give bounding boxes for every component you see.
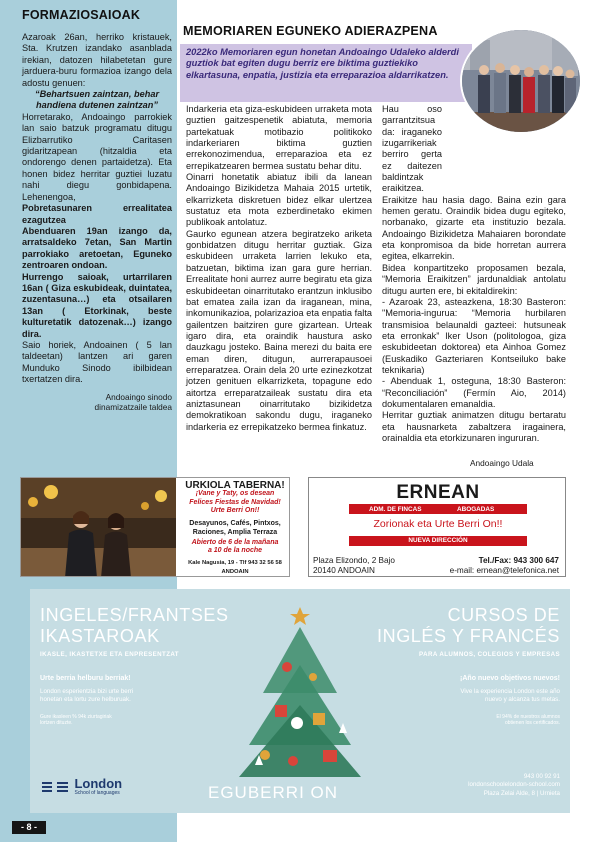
london-brand: London [74, 776, 123, 791]
london-subheading-left: IKASLE, IKASTETXE ETA ENPRESENTZAT [40, 651, 179, 658]
signature-line: Andoaingo sinodo [105, 391, 172, 402]
christmas-tree-illustration [235, 605, 365, 781]
london-tagline-right: ¡Año nuevo objetivos nuevos! [460, 675, 560, 682]
page-number: - 8 - [12, 821, 46, 834]
taberna-address: Kale Nagusia, 19 - Tlf 943 32 56 58 [188, 559, 282, 566]
sidebar-title: FORMAZIOSAIOAK [22, 8, 141, 22]
london-phone: 943 00 92 91 [523, 773, 560, 780]
taberna-town: ANDOAIN [221, 568, 249, 575]
ernean-greeting: Zorionak eta Urte Berri On!! [373, 518, 503, 530]
taberna-greeting: Felices Fiestas de Navidad! [189, 498, 281, 506]
article-paragraph: Hau oso garrantzitsua da: iraganeko izugarrikeriak berriro gerta ez daitezen baldintzak eraikitzea. [382, 104, 442, 194]
london-stat-line: obtienen los certificados. [504, 720, 560, 727]
formazio-article [22, 8, 172, 412]
ernean-title: ERNEAN [396, 482, 480, 503]
london-subheading-right: PARA ALUMNOS, COLEGIOS Y EMPRESAS [419, 651, 560, 658]
article-paragraph: Eraikitze hau hasia dago. Baina ezin gara hemen geratu. Oraindik bidea dugu egiteko, norbanako, gizarte eta instituzio bezala. Andoaingo Bizikidetza Mahaiaren borondate eta konpromisoa da bide horretan aurrera egitea, elkarrekin. [382, 194, 566, 262]
london-heading-line: CURSOS DE [447, 605, 560, 625]
article-paragraph: Gaurko egunean atzera begiratzeko ariketa gonbidatzen ditugu herritar guztiak. Giza eskubideen urraketa larrien lekuko eta, batzuetan, biktima izan gara gure herrian. Errealitate honi aurrez aurre begiratu eta giza eskubideetan oinarritutako erantzun inklusibo bat ematea zaila izan da iraganean, mina, inkomunikazioa, polarizazioa eta enpatia falta gailentzen baitziren gure gizartean. Urteak igaro dira, eta oraindik haustura asko dauzkagu josteko. Baina merezi du baita ere eman diren, ditugun, aurrerapausoei erreparatzea. Orain dela 20 urte ezinezkotzat jotzen genituen elkarrizketa, topagune edo aitortza erreparatzaileak sustatu dira eta aniztasunean oinarritutako bizikidetza demokratikoan sakondu dugu, iraganeko indarkeria ez errepikatzeko bermea finkatuz. [186, 228, 372, 432]
taberna-services: Raciones, Amplia Terraza [192, 528, 278, 536]
london-greeting: EGUBERRI ON [208, 783, 339, 802]
taberna-photo [21, 478, 176, 577]
london-stat-right [496, 714, 560, 727]
signature-line: dinamizatzaile taldea [94, 401, 172, 412]
sidebar-paragraph: Azaroak 26an, herriko kristauek, Sta. Krutzen izandako asanblada irekian, datozen hilabetetan gure jarduera-buru formazioa izango dela adostu genuen: [22, 32, 172, 88]
london-stat-line: lortzen dituzte. [40, 720, 73, 727]
ernean-contact [450, 556, 559, 576]
london-heading-line: IKASTAROAK [40, 626, 160, 646]
london-web: londonschoolelondon-school.com [468, 781, 560, 789]
ernean-address [313, 556, 395, 576]
london-text-line: Vive la experiencia London este año [460, 688, 560, 695]
sidebar-next-sessions: Hurrengo saioak, urtarrilaren 16an ( Giza eskubideak, duintatea, zuzentasuna…) eta otsailaren 13an ( Etorkinak, beste kulturetatik datozenak…) izango dira. [22, 271, 172, 339]
sidebar-date: Abenduaren 19an izango da, arratsaldeko 7etan, San Martin parrokiako aretoetan, Eguneko zentroaren ondoan. [22, 225, 172, 271]
article-paragraph: Herritar guztiak animatzen ditugu bertaratu eta hausnarketa zabaltzera iragainera, orainaldia eta etorkizunaren ingururan. [382, 410, 566, 443]
taberna-title: URKIOLA TABERNA! [185, 480, 285, 491]
ad-london-school [30, 589, 570, 813]
taberna-greeting: Urte Berri On!! [210, 507, 260, 515]
sidebar-body [22, 32, 172, 386]
taberna-greeting: ¡Vane y Taty, os desean [195, 490, 275, 497]
london-text-right [460, 688, 560, 704]
ernean-services-bar [349, 504, 527, 514]
ernean-service: ADM. DE FINCAS [369, 505, 422, 513]
article-column-2 [382, 104, 566, 444]
london-text-line: honetan eta lortu zure helburuak. [40, 696, 131, 704]
article-column-1 [186, 104, 372, 433]
article-paragraph: Bidea konpartitzeko proposamen bezala, “Memoria Eraikitzen” jardunaldiak antolatu ditugu aurten ere, bi ekitaldirekin: [382, 262, 566, 296]
taberna-hours: Abierto de 6 de la mañana [191, 538, 279, 546]
article-title: MEMORIAREN EGUNEKO ADIERAZPENA [183, 24, 438, 38]
london-heading-right [377, 605, 560, 647]
article-paragraph: Indarkeria eta giza-eskubideen urraketa mota guztien gaitzespenetik abiatuta, memoria partekatuak motibazio politikoko indarkeriaren biktima guztien errekonozimendua, erreparazioa eta ez errepikatzearen bermea sustatu behar ditu. [186, 104, 372, 171]
london-stat-left [40, 714, 112, 727]
sidebar-signature [22, 392, 172, 412]
london-stat-line: Gure ikasleen % 94k ziurtagiriak [40, 714, 112, 720]
article-event: - Azaroak 23, asteazkena, 18:30 Basteron: "Memoria-ingurua: “Memoria hurbilaren transmisioa belaunaldi gazteei: hutsuneak eta erronkak” Iker Uson (politologoa, giza eskubideetan doktorea) eta Ainhoa Gomez (Euskadiko Gazteriaren Kontseiluko bake teknikaria) [382, 296, 566, 375]
london-text-left [40, 688, 133, 704]
london-heading-left [40, 605, 229, 647]
taberna-services: Desayunos, Cafés, Pintxos, [189, 519, 281, 527]
london-heading-line: INGLÉS Y FRANCÉS [377, 626, 560, 646]
london-heading-line: INGELES/FRANTSES [40, 605, 229, 625]
london-brand-sub: School of languages [74, 790, 120, 796]
ernean-new-address-bar: NUEVA DIRECCIÓN [349, 536, 527, 546]
article-signature: Andoaingo Udala [470, 458, 534, 468]
ernean-address-line: Plaza Elizondo, 2 Bajo [313, 556, 395, 565]
article-paragraph: Oinarri honetatik abiatuz ibili da lanean Andoaingo Bizikidetza Mahaia 2015 urtetik, elkarrizketa diskretuen bidez elkar ulertzea sustatuz eta mota ezberdinetako ekimen publikoak antolatuz. [186, 172, 372, 228]
london-text-line: nuevo y alcanza tus metas. [485, 696, 560, 704]
london-address: Plaza Zelai Alde, 8 | Urnieta [483, 789, 560, 797]
sidebar-paragraph: Horretarako, Andoaingo parrokiek lan saio batzuk programatu ditugu Elizbarrutiko Caritasen gidaritzapean (hitzaldia eta ondorengo denen partaidetza). Eta honen bidez herritar guztiei luzatu nahi diegu gonbidapena. Lehenengoa, [22, 111, 172, 202]
london-tagline-left: Urte berria helburu berriak! [40, 675, 131, 682]
ernean-service: ABOGADAS [457, 505, 495, 513]
london-logo [40, 777, 122, 796]
ad-ernean [308, 477, 566, 577]
sidebar-quote: “Behartsuen zaintzan, behar handiena dutenen zaintzan” [34, 89, 160, 111]
sidebar-highlight: Pobretasunaren errealitatea ezagutzea [22, 203, 172, 225]
london-text-line: London esperientzia bizi urte berri [40, 688, 134, 695]
ernean-email: e-mail: ernean@telefonica.net [449, 566, 559, 575]
london-logo-icon [40, 779, 70, 795]
ernean-address-line: 20140 ANDOAIN [313, 566, 375, 575]
sidebar-paragraph: Saio horiek, Andoainen ( 5 lan taldeetan) lantzen ari garen Munduko Sinodo ibilbidean txertatzen dira. [22, 339, 172, 385]
article-intro: 2022ko Memoriaren egun honetan Andoaingo Udaleko alderdi guztiok bat egiten dugu berriz ere biktima guztiekiko elkartasuna, enpatia, justizia eta erreparazioa aldarrikatzen. [186, 47, 459, 80]
ernean-phone: Tel./Fax: 943 300 647 [478, 556, 559, 565]
ad-urkiola-taberna [20, 477, 290, 577]
london-stat-line: El 94% de nuestros alumnos [496, 714, 560, 720]
taberna-hours: a 10 de la noche [207, 547, 263, 555]
taberna-text [179, 481, 290, 577]
article-event: - Abenduak 1, osteguna, 18:30 Basteron: “Reconciliación” (Fermín Aio, 2014) dokumentalaren emanaldia. [382, 376, 566, 409]
london-contact [468, 773, 560, 798]
